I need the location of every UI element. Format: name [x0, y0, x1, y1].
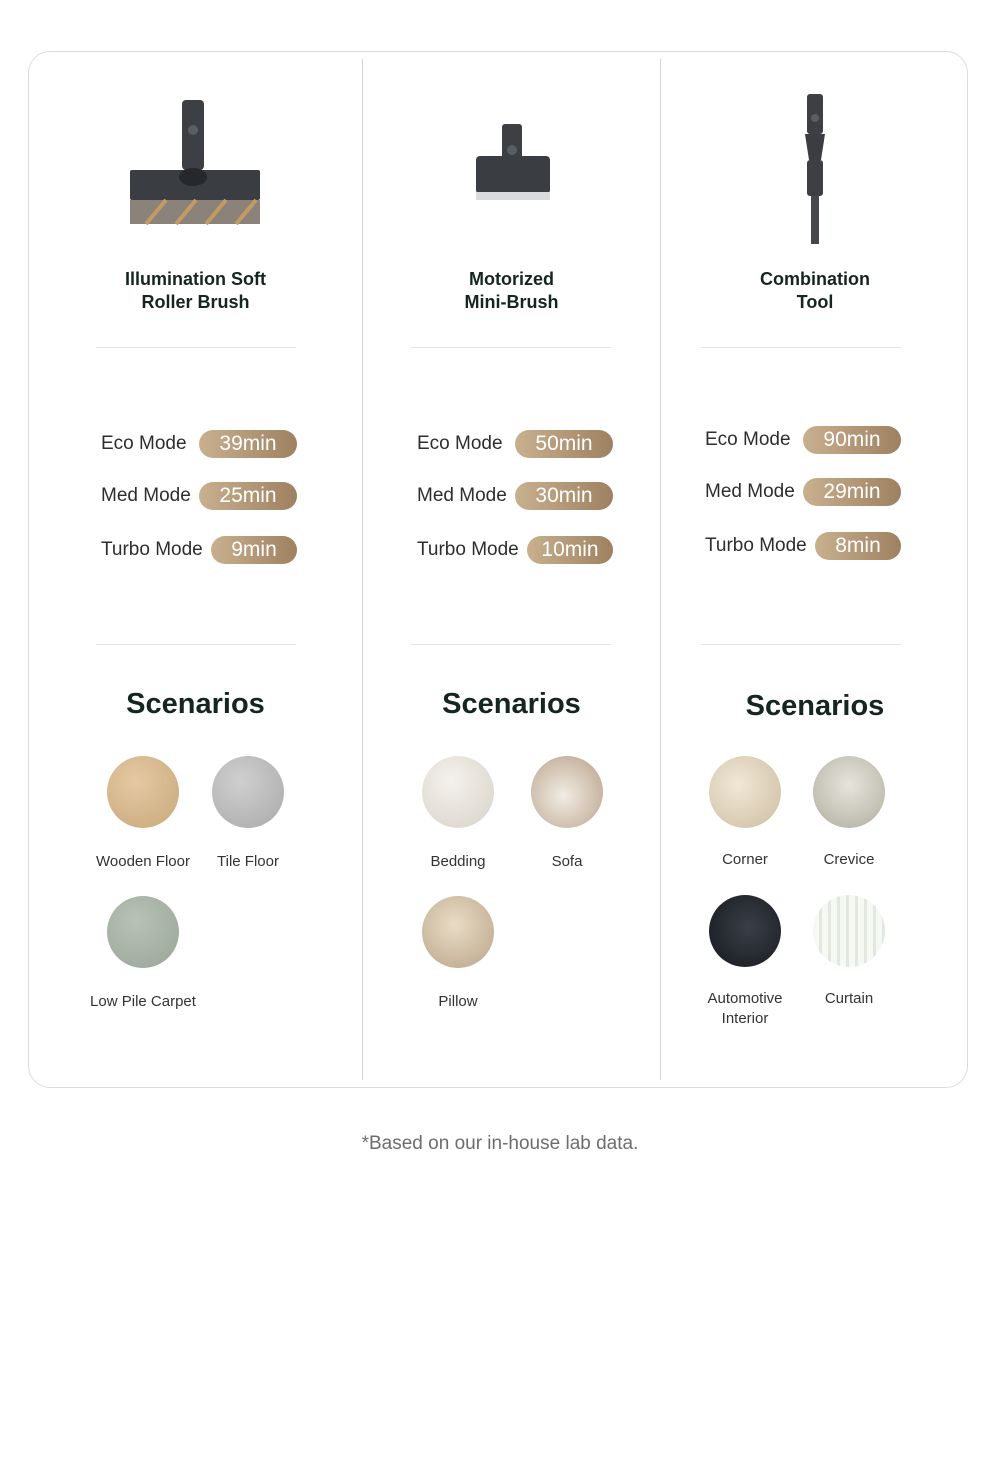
mode-label: Eco Mode: [417, 433, 503, 454]
comparison-card: [28, 51, 968, 1088]
scenario-corner: Corner: [685, 756, 805, 870]
car-interior-icon: [709, 895, 781, 967]
scenario-curtain: Curtain: [789, 895, 909, 1009]
runtime-pill: 10min: [527, 536, 613, 564]
mode-label: Turbo Mode: [705, 535, 807, 556]
runtime-pill: 8min: [815, 532, 901, 560]
product-title: Combination Tool: [760, 269, 870, 312]
sofa-icon: [531, 756, 603, 828]
mode-row-eco: [101, 429, 297, 459]
scenarios-heading: Scenarios: [442, 688, 581, 720]
scenario-automotive-interior: Automotive Interior: [685, 895, 805, 1029]
divider: [411, 347, 611, 348]
mode-row-eco: [417, 429, 613, 459]
bedding-icon: [422, 756, 494, 828]
divider: [96, 347, 296, 348]
mode-label: Med Mode: [417, 485, 507, 506]
mode-label: Eco Mode: [101, 433, 187, 454]
scenarios-heading: Scenarios: [126, 688, 265, 720]
scenario-sofa: Sofa: [507, 756, 627, 872]
roller-brush-icon: [29, 90, 362, 250]
product-column-mini-brush: [363, 52, 660, 1087]
divider: [701, 644, 901, 645]
corner-icon: [709, 756, 781, 828]
mode-row-turbo: [101, 535, 297, 565]
runtime-pill: 29min: [803, 478, 901, 506]
scenario-wooden-floor: Wooden Floor: [83, 756, 203, 872]
divider: [96, 644, 296, 645]
curtain-icon: [813, 895, 885, 967]
runtime-pill: 90min: [803, 426, 901, 454]
product-column-roller-brush: [29, 52, 362, 1087]
mode-row-med: [705, 477, 901, 507]
mode-label: Turbo Mode: [101, 539, 203, 560]
crevice-icon: [813, 756, 885, 828]
runtime-pill: 9min: [211, 536, 297, 564]
footnote: *Based on our in-house lab data.: [361, 1133, 639, 1154]
scenario-pillow: Pillow: [398, 896, 518, 1012]
combination-tool-icon: [661, 90, 969, 250]
mode-row-turbo: [705, 531, 901, 561]
runtime-pill: 50min: [515, 430, 613, 458]
runtime-pill: 39min: [199, 430, 297, 458]
pillow-icon: [422, 896, 494, 968]
scenario-crevice: Crevice: [789, 756, 909, 870]
mode-row-turbo: [417, 535, 613, 565]
runtime-pill: 30min: [515, 482, 613, 510]
mini-brush-icon: [363, 90, 660, 250]
tile-floor-icon: [212, 756, 284, 828]
wooden-floor-icon: [107, 756, 179, 828]
mode-row-med: [417, 481, 613, 511]
mode-label: Med Mode: [705, 481, 795, 502]
divider: [411, 644, 611, 645]
scenario-bedding: Bedding: [398, 756, 518, 872]
mode-row-med: [101, 481, 297, 511]
mode-row-eco: [705, 425, 901, 455]
carpet-icon: [107, 896, 179, 968]
product-title: Motorized Mini-Brush: [464, 269, 559, 312]
scenario-low-pile-carpet: Low Pile Carpet: [83, 896, 203, 1012]
mode-label: Eco Mode: [705, 429, 791, 450]
mode-label: Turbo Mode: [417, 539, 519, 560]
divider: [701, 347, 901, 348]
mode-label: Med Mode: [101, 485, 191, 506]
product-column-combination-tool: [661, 52, 969, 1087]
product-title: Illumination Soft Roller Brush: [125, 269, 266, 312]
runtime-pill: 25min: [199, 482, 297, 510]
scenario-tile-floor: Tile Floor: [188, 756, 308, 872]
scenarios-heading: Scenarios: [745, 690, 885, 722]
